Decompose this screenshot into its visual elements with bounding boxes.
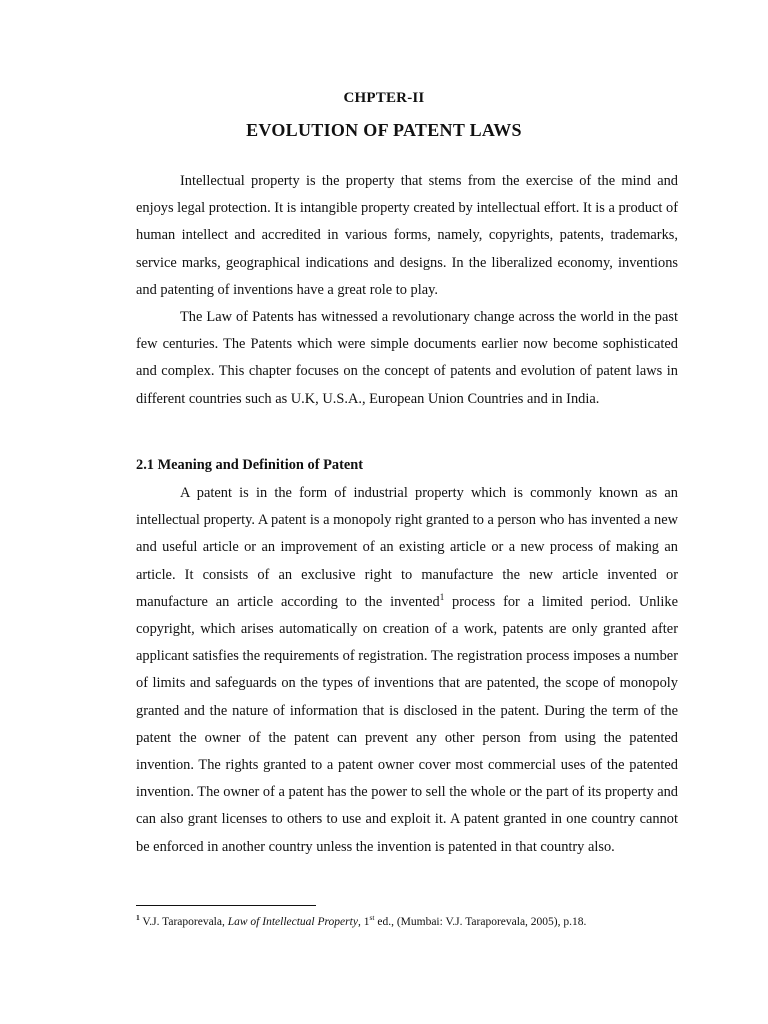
section-heading: 2.1 Meaning and Definition of Patent bbox=[136, 457, 364, 473]
section-paragraph bbox=[136, 480, 678, 861]
footnote-book-title: Law of Intellectual Property bbox=[227, 916, 358, 928]
intro-paragraph-2: The Law of Patents has witnessed a revolutionary change across the world in the past few centuries. The Patents which were simple documents earlier now become sophisticated and complex. This chapter focuses on the concept of patents and evolution of patent laws in different countries such as U.K, U.S.A., European Union Countries and in India. bbox=[136, 309, 678, 407]
chapter-label: CHPTER-II bbox=[343, 90, 425, 106]
section-paragraph-part1: A patent is in the form of industrial property which is commonly known as an intellectual property. A patent is a monopoly right granted to a person who has invented a new and useful article or an improvement of an existing article or a new process of making an article. It consists of an exclusive right to manufacture the new article invented or manufacture an article according to the invented bbox=[136, 485, 678, 610]
intro-paragraph-1: Intellectual property is the property that stems from the exercise of the mind and enjoys legal protection. It is intangible property created by intellectual effort. It is a product of human intellect and accredited in various forms, namely, copyrights, patents, trademarks, service marks, geographical indications and designs. In the liberalized economy, inventions and patenting of inventions have a great role to play. bbox=[136, 173, 679, 298]
footnote-separator bbox=[136, 905, 316, 906]
footnote-rest: ed., (Mumbai: V.J. Taraporevala, 2005), p.18. bbox=[374, 916, 587, 928]
footnote bbox=[136, 914, 696, 930]
intro-text bbox=[136, 168, 678, 413]
footnote-edition-suffix: st bbox=[369, 913, 375, 923]
section-paragraph-part2: process for a limited period. Unlike copyright, which arises automatically on creation of a work, patents are only granted after applicant satisfies the requirements of registration. The registration process imposes a number of limits and safeguards on the types of inventions that are patented, the scope of monopoly granted and the nature of information that is disclosed in the patent. During the term of the patent the owner of the patent can prevent any other person from using the patented invention. The rights granted to a patent owner cover most commercial uses of the patented invention. The owner of a patent has the power to sell the whole or the part of its property and can also grant licenses to others to use and exploit it. A patent granted in one country cannot be enforced in another country unless the invention is patented in that country also. bbox=[136, 593, 678, 855]
footnote-author: V.J. Taraporevala, bbox=[139, 916, 228, 928]
footnote-reference: 1 bbox=[439, 592, 445, 603]
footnote-edition-number: , 1 bbox=[357, 916, 370, 928]
chapter-title: EVOLUTION OF PATENT LAWS bbox=[246, 120, 522, 140]
section-text bbox=[136, 480, 678, 861]
footnote-marker: 1 bbox=[136, 913, 140, 923]
